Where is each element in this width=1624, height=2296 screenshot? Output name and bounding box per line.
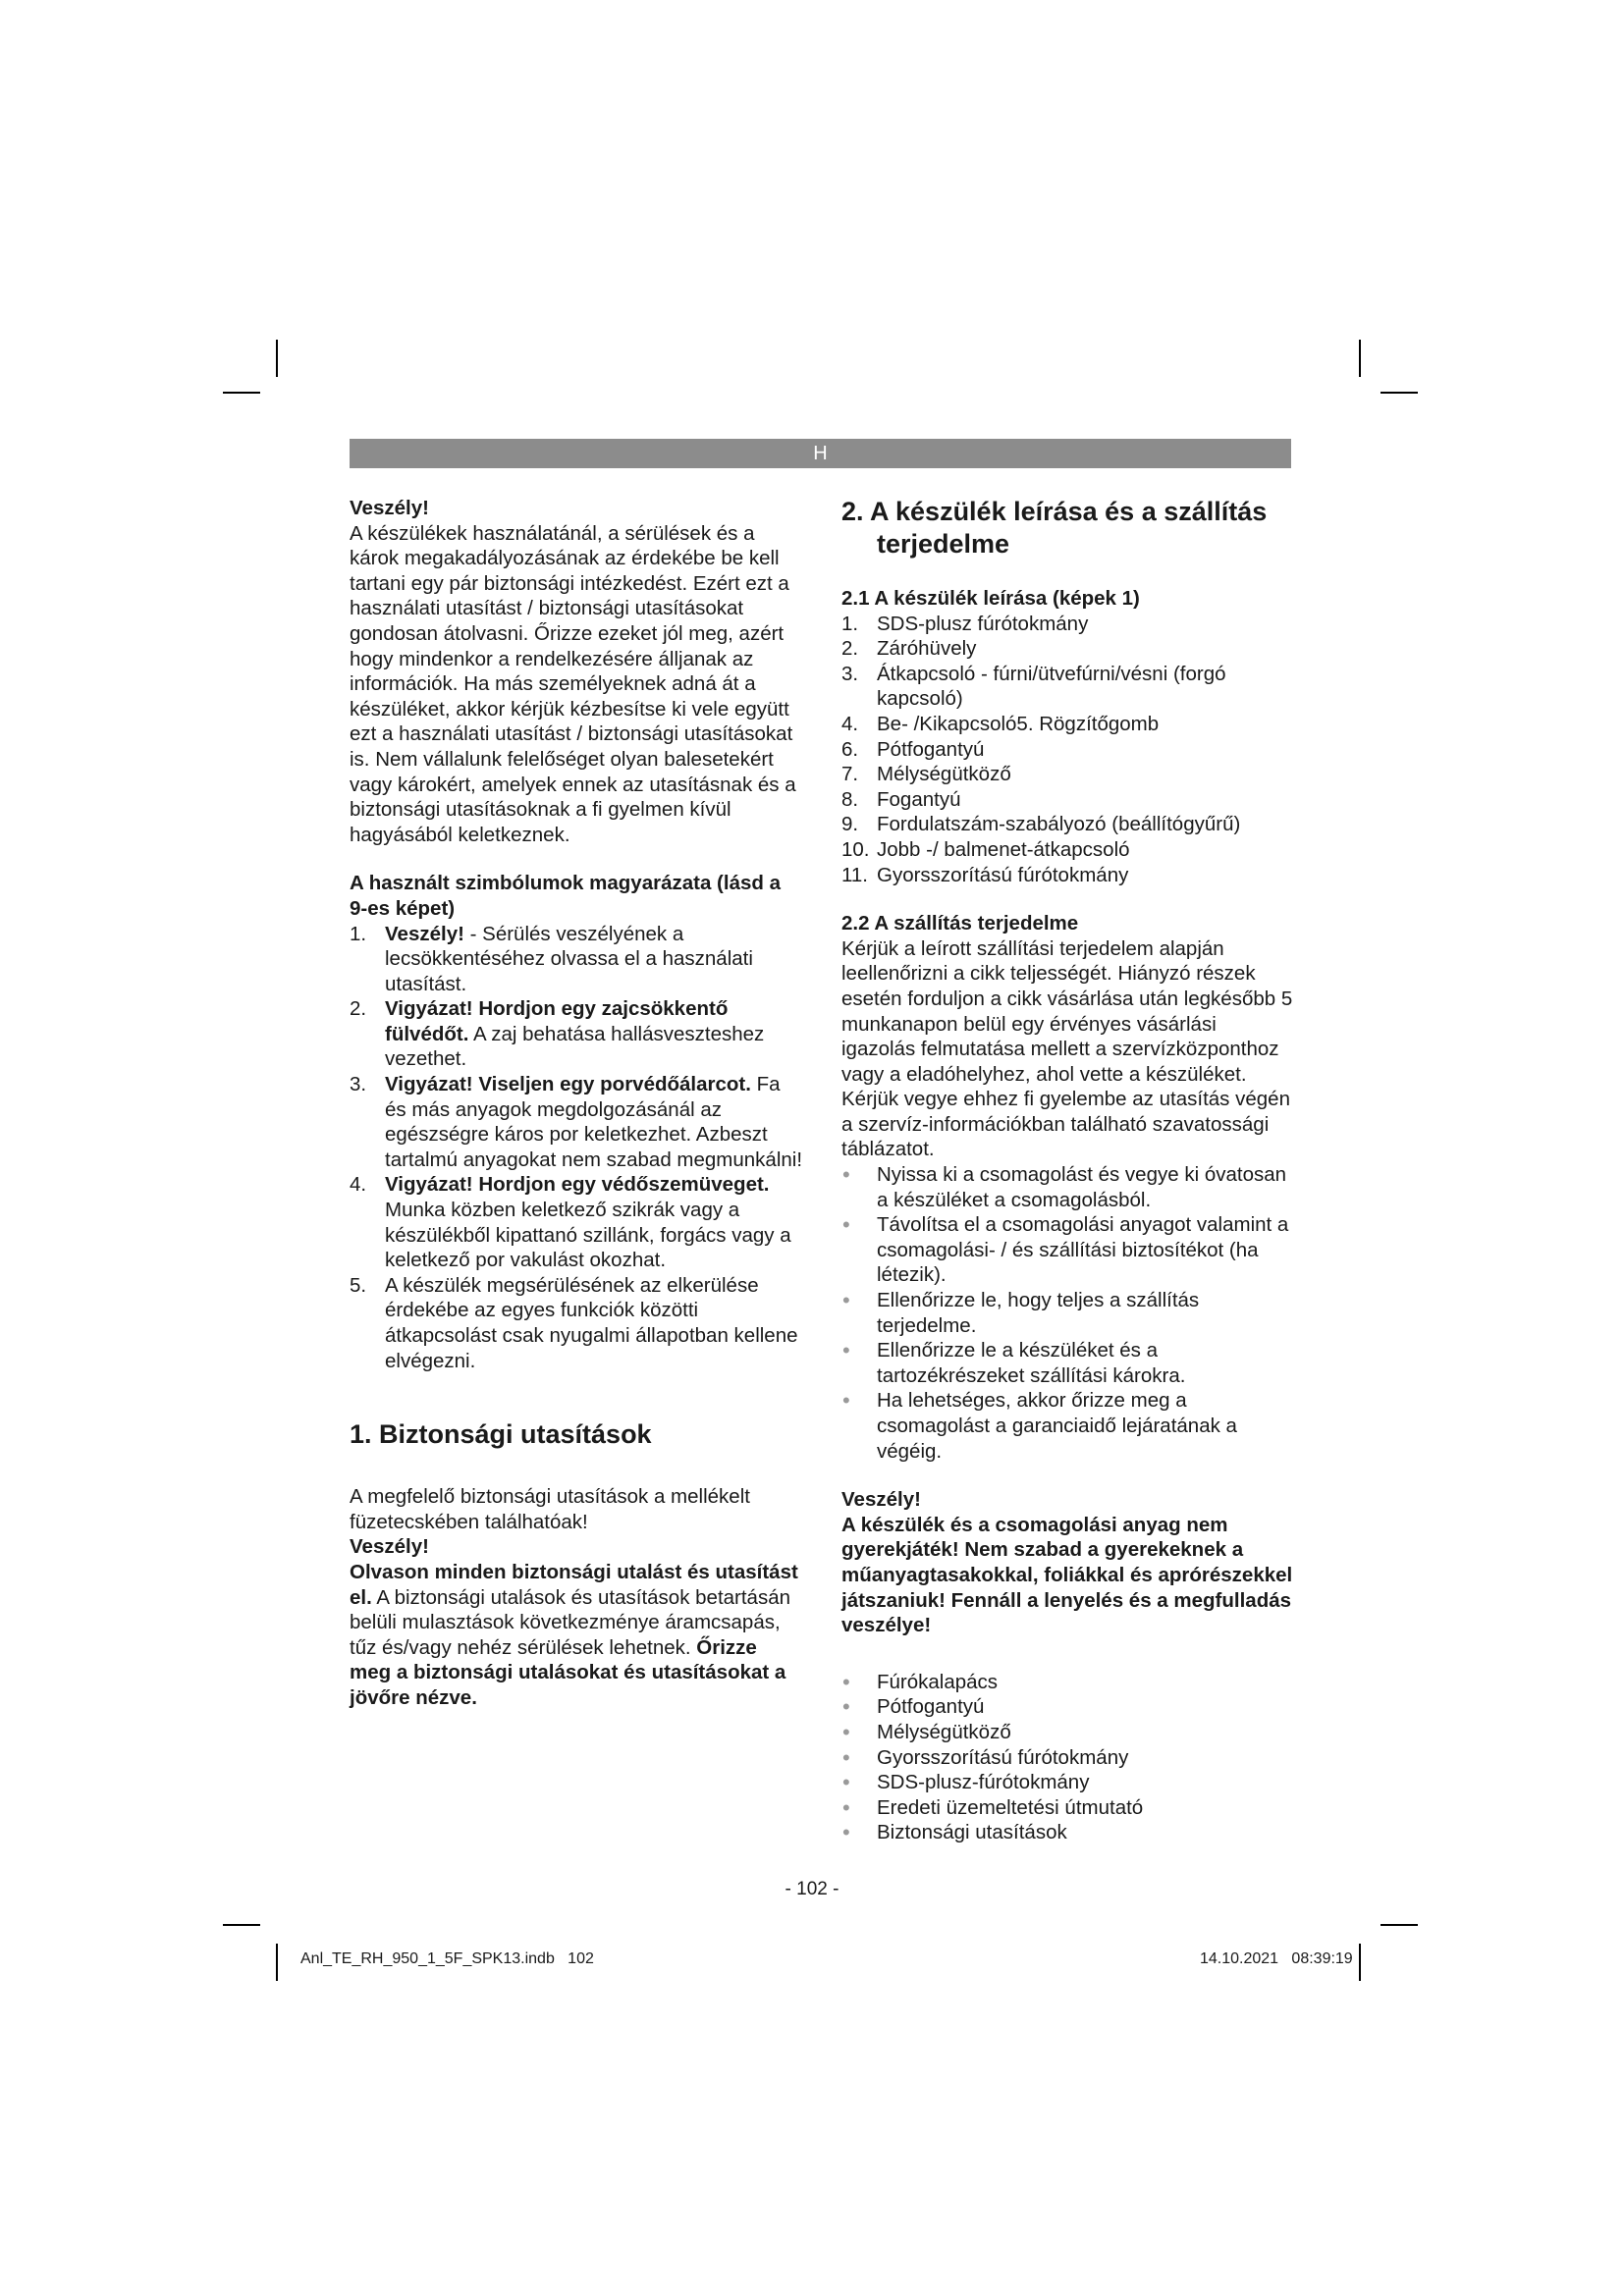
crop-mark (1380, 1924, 1418, 1926)
list-item: • Távolítsa el a csomagolási anyagot valamint a csomagolási- / és szállítási biztosítékot (ha létezik). (841, 1212, 1295, 1288)
footer-timestamp (1200, 1950, 1353, 1968)
list-item: 11. Gyorsszorítású fúrótokmány (841, 863, 1129, 886)
subsection-2-2-title: 2.2 A szállítás terjedelme (841, 912, 1079, 935)
list-item: • Ellenőrizze le a készüléket és a tartozékrészeket szállítási károkra. (841, 1338, 1295, 1388)
page-number: - 102 - (785, 1879, 839, 1899)
warning-title: Veszély! (350, 497, 429, 519)
warning-2-title: Veszély! (841, 1488, 921, 1512)
list-item: • Pótfogantyú (841, 1694, 1295, 1720)
list-item: 1. SDS-plusz fúrótokmány (841, 612, 1089, 635)
list-item: • Fúrókalapács (841, 1670, 1295, 1695)
crop-mark (276, 1944, 278, 1981)
subsection-2-1-title: 2.1 A készülék leírása (képek 1) (841, 587, 1140, 610)
footer-filename: Anl_TE_RH_950_1_5F_SPK13.indb 102 (300, 1950, 594, 1967)
list-item: 1. Veszély! - Sérülés veszélyének a lecsökkentéséhez olvassa el a használati utasítást. (350, 922, 753, 995)
list-item: • Gyorsszorítású fúrótokmány (841, 1745, 1295, 1771)
section-1-warning: Veszély! (350, 1535, 429, 1559)
contents-list (841, 1670, 1295, 1845)
list-item: 3. Átkapcsoló - fúrni/ütvefúrni/vésni (forgó kapcsoló) (841, 662, 1226, 711)
list-item: • Mélységütköző (841, 1720, 1295, 1745)
list-item: • Nyissa ki a csomagolást és vegye ki óvatosan a készüléket a csomagolásból. (841, 1162, 1295, 1212)
list-item: 9. Fordulatszám-szabályozó (beállítógyűrű) (841, 813, 1241, 836)
delivery-text: Kérjük a leírott szállítási terjedelem alapján leellenőrizni a cikk teljességét. Hiányzó részek esetén forduljon a cikk vásárlása után legkésőbb 5 munkanapon belül egy érvényes vásárlási igazolás felmutatása mellett a szervízközponthoz vagy a eladóhelyhez, ahol vette a készüléket. Kérjük vegye ehhez fi gyelembe az utasítás végén a szervíz-információkban található szavatossági táblázatot. (841, 936, 1293, 1161)
crop-mark (223, 392, 260, 394)
list-item: 10. Jobb -/ balmenet-átkapcsoló (841, 837, 1130, 861)
list-item: • Ha lehetséges, akkor őrizze meg a csomagolást a garanciaidő lejáratának a végéig. (841, 1388, 1295, 1464)
list-item: 5. A készülék megsérülésének az elkerülése érdekébe az egyes funkciók közötti átkapcsolást csak nyugalmi állapotban kellene elvégezni. (350, 1273, 798, 1372)
crop-mark (276, 340, 278, 377)
list-item: • Eredeti üzemeltetési útmutató (841, 1795, 1295, 1821)
section-1-title: 1. Biztonsági utasítások (350, 1419, 652, 1450)
crop-mark (223, 1924, 260, 1926)
list-item: 2. Vigyázat! Hordjon egy zajcsökkentő fülvédőt. A zaj behatása hallásveszteshez vezethet. (350, 997, 765, 1071)
list-item: 3. Vigyázat! Viseljen egy porvédőálarcot. Fa és más anyagok megdolgozásánál az egészségre káros por keletkezhet. Azbeszt tartalmú anyagokat nem szabad megmunkálni! (350, 1073, 803, 1171)
language-code: H (813, 443, 828, 464)
warning-text: A készülékek használatánál, a sérülések és a károk megakadályozásának az érdekébe be kell tartani egy pár biztonsági intézkedést. Ezért ezt a használati utasítást / biztonsági utasításokat gondosan átolvasni. Őrizze ezeket jól meg, azért hogy mindenkor a rendelkezésére álljanak az információk. Ha más személyeknek adná át a készüléket, akkor kérjük kézbesítse ki vele együtt ezt a használati utasítást / biztonsági utasításokat is. Nem vállalunk felelőséget olyan balesetekért vagy károkért, amelyek ennek az utasításnak és a biztonsági utasításoknak a fi gyelmen kívül hagyásából keletkeznek. (350, 521, 796, 846)
crop-mark (1380, 392, 1418, 394)
list-item: 2. Záróhüvely (841, 637, 977, 661)
list-item: 7. Mélységütköző (841, 763, 1011, 786)
parts-list (841, 612, 1295, 888)
left-column (350, 496, 803, 1711)
footer-time: 08:39:19 (1291, 1950, 1353, 1967)
list-item: • Ellenőrizze le, hogy teljes a szállítás terjedelme. (841, 1288, 1295, 1338)
language-header-bar (350, 439, 1291, 468)
crop-mark (1359, 340, 1361, 377)
crop-mark (1359, 1944, 1361, 1981)
symbols-list (350, 922, 803, 1374)
section-1-text: Olvason minden biztonsági utalást és utasítást el. A biztonsági utalások és utasítások betartásán belüli mulasztások következménye áramcsapás, tűz és/vagy nehéz sérülések lehetnek. Őrizze meg a biztonsági utalásokat és utasításokat a jövőre nézve. (350, 1560, 798, 1709)
footer-date: 14.10.2021 (1200, 1950, 1279, 1967)
section-2-title: 2. A készülék leírása és a szállítás terjedelme (841, 497, 1268, 559)
list-item: 8. Fogantyú (841, 787, 961, 811)
section-1-intro: A megfelelő biztonsági utasítások a mellékelt füzetecskében találhatóak! (350, 1485, 750, 1533)
list-item: 4. Be- /Kikapcsoló5. Rögzítőgomb (841, 712, 1160, 735)
symbols-title: A használt szimbólumok magyarázata (lásd a 9-es képet) (350, 872, 781, 920)
list-item: • SDS-plusz-fúrótokmány (841, 1770, 1295, 1795)
delivery-steps-list (841, 1162, 1295, 1464)
warning-2-text: A készülék és a csomagolási anyag nem gyerekjáték! Nem szabad a gyerekeknek a műanyagtasakokkal, foliákkal és aprórészekkel játszaniuk! Fennáll a lenyelés és a megfulladás veszélye! (841, 1513, 1293, 1637)
list-item: 6. Pótfogantyú (841, 737, 985, 761)
list-item: 4. Vigyázat! Hordjon egy védőszemüveget. Munka közben keletkező szikrák vagy a készülékből kipattanó szillánk, forgács vagy a keletkező por vakulást okozhat. (350, 1173, 791, 1272)
list-item: • Biztonsági utasítások (841, 1820, 1295, 1845)
right-column (841, 496, 1295, 1845)
